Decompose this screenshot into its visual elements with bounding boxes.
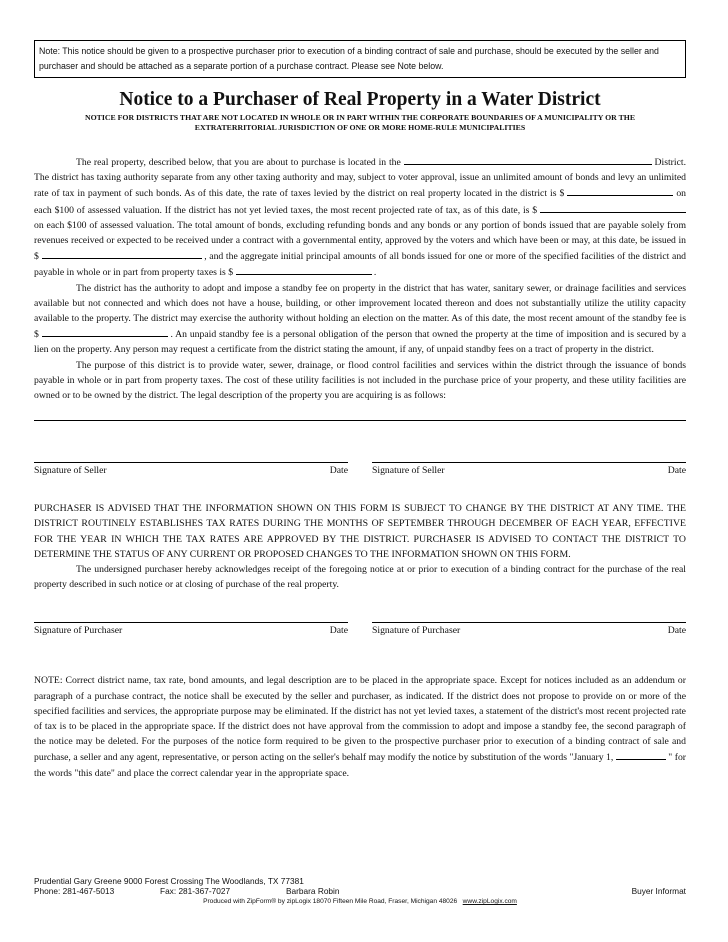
footer-company: Prudential Gary Greene 9000 Forest Crossing The Woodlands, TX 77381 <box>34 876 304 886</box>
document-page <box>34 40 686 781</box>
seller-signature-line-1[interactable] <box>34 462 348 476</box>
purchaser-signature-line-1[interactable] <box>34 622 348 636</box>
principal-amount-field[interactable] <box>236 264 372 275</box>
instruction-notice-box <box>34 40 686 78</box>
tax-rate-field[interactable] <box>567 185 673 196</box>
date-label: Date <box>329 465 348 477</box>
projected-tax-rate-field[interactable] <box>540 202 686 213</box>
district-name-field[interactable] <box>404 154 652 165</box>
date-label: Date <box>667 625 686 637</box>
seller-signature-line-2[interactable] <box>372 462 686 476</box>
signature-label: Signature of Purchaser <box>34 625 123 637</box>
purchaser-advisory: PURCHASER IS ADVISED THAT THE INFORMATION SHOWN ON THIS FORM IS SUBJECT TO CHANGE BY THE DISTRICT AT ANY TIME. THE DISTRICT ROUTINELY ESTABLISHES TAX RATES DURING THE MONTHS OF SEPTEMBER THROUGH DECEMBER OF EACH YEAR, EFFECTIVE FOR THE YEAR IN WHICH THE TAX RATES ARE APPROVED BY THE DISTRICT. PURCHASER IS ADVISED TO CONTACT THE DISTRICT TO DETERMINE THE STATUS OF ANY CURRENT OR PROPOSED CHANGES TO THE INFORMATION SHOWN ON THIS FORM. <box>34 503 686 560</box>
purchaser-signature-line-2[interactable] <box>372 622 686 636</box>
signature-label: Signature of Purchaser <box>372 625 461 637</box>
legal-description-field[interactable] <box>34 420 686 421</box>
footer-contact-row <box>34 886 686 896</box>
paragraph-standby-fee: The district has the authority to adopt and impose a standby fee on property in the district that has water, sanitary sewer, or drainage facilities and services available but not connected and which does not have a house, building, or other improvement located thereon and does not substantially utilize the utility capacity available to the property. The district may exercise the authority without holding an election on the matter. As of this date, the most recent amount of the standby fee is $ . An unpaid standby fee is a personal obligation of the person that owned the property at the time of imposition and is secured by a lien on the property. Any person may request a certificate from the district stating the amount, if any, of unpaid standby fees on a tract of property in the district. <box>34 282 686 356</box>
instructions-note: NOTE: Correct district name, tax rate, bond amounts, and legal description are to be placed in the appropriate space. Except for notices included as an addendum or paragraph of a purchase contract, the notice shall be executed by the seller and purchaser, as indicated. If the district does not propose to provide on or more of the specified facilities and services, the appropriate purpose may be eliminated. If the district has not yet levied taxes, a statement of the district's most recent projected rate of tax is to be placed in the appropriate space. If the district does not have approval from the commission to adopt and impose a standby fee, the second paragraph of the notice may be deleted. For the purposes of the notice form required to be given to the prospective purchaser prior to execution of a binding contract of sale and purchase, a seller and any agent, representative, or person acting on the seller's behalf may modify the notice by substitution of the words "January 1, " for the words "this date" and place the correct calendar year in the appropriate space. <box>34 675 687 779</box>
instruction-notice-text: Note: This notice should be given to a prospective purchaser prior to execution of a binding contract of sale and purchase, should be executed by the seller and purchaser and should be attached as a separate portion of a purchase contract. Please see Note below. <box>39 46 659 71</box>
standby-fee-field[interactable] <box>42 326 168 337</box>
calendar-year-field[interactable] <box>616 749 666 760</box>
footer-phone: Phone: 281-467-5013 <box>34 886 115 896</box>
footer-fax: Fax: 281-367-7027 <box>160 886 231 896</box>
purchaser-acknowledgment: The undersigned purchaser hereby acknowledges receipt of the foregoing notice at or prior to execution of a binding contract for the purchase of the real property described in such notice or at closing of purchase of the real property. <box>34 564 686 591</box>
footer-agent: Barbara Robin <box>286 886 340 896</box>
page-footer <box>34 876 686 907</box>
paragraph-district-purpose: The purpose of this district is to provide water, sewer, drainage, or flood control facilities and services within the district through the issuance of bonds payable in whole or in part from property taxes. The cost of these utility facilities is not included in the purchase price of your property, and these utility facilities are owned or to be owned by the district. The legal description of the property you are acquiring is as follows: <box>34 359 686 402</box>
signature-label: Signature of Seller <box>372 465 445 477</box>
date-label: Date <box>329 625 348 637</box>
seller-signature-row <box>34 462 686 476</box>
purchaser-signature-row <box>34 622 686 636</box>
ziplogix-link[interactable]: www.zipLogix.com <box>462 898 517 905</box>
footer-document-name: Buyer Informat <box>631 886 686 896</box>
document-title: Notice to a Purchaser of Real Property in a Water District <box>119 89 601 110</box>
signature-label: Signature of Seller <box>34 465 107 477</box>
footer-produced-by: Produced with ZipForm® by zipLogix 18070 Fifteen Mile Road, Fraser, Michigan 48026 www.zipLogix.com <box>203 898 517 905</box>
bond-amount-field[interactable] <box>42 248 202 259</box>
document-subtitle: NOTICE FOR DISTRICTS THAT ARE NOT LOCATED IN WHOLE OR IN PART WITHIN THE CORPORATE BOUNDARIES OF A MUNICIPALITY OR THE EXTRATERRITORIAL JURISDICTION OF ONE OR MORE HOME-RULE MUNICIPALITIES <box>84 113 636 132</box>
date-label: Date <box>667 465 686 477</box>
paragraph-district-taxes: The real property, described below, that you are about to purchase is located in the District. The district has taxing authority separate from any other taxing authority and may, subject to voter approval, issue an unlimited amount of bonds and levy an unlimited rate of tax in payment of such bonds. As of this date, the rate of taxes levied by the district on real property located in the district is $ on each $100 of assessed valuation. If the district has not yet levied taxes, the most recent projected rate of tax, as of this date, is $ on each $100 of assessed valuation. The total amount of bonds, excluding refunding bonds and any bonds or any portion of bonds issued that are payable solely from revenues received or expected to be received under a contract with a governmental entity, approved by the voters and which have been or may, at this date, be issued in $ , and the aggregate initial principal amounts of all bonds issued for one or more of the specified facilities of the district and payable in whole or in part from property taxes is $ . <box>34 154 686 281</box>
